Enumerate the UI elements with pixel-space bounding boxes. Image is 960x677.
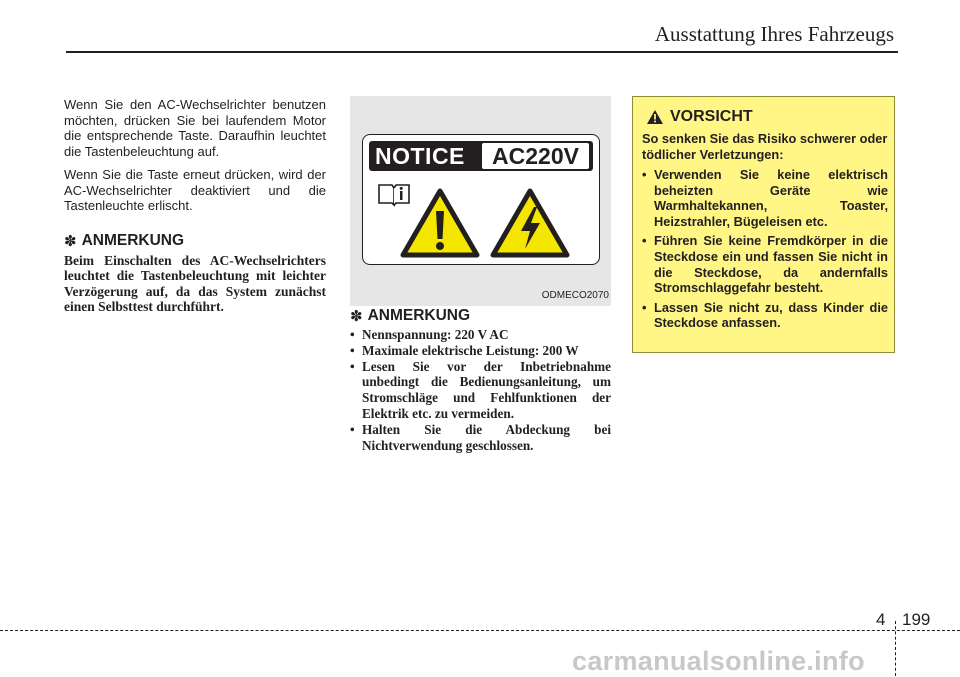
note-star-icon: ✽ — [64, 232, 77, 250]
left-column — [64, 97, 326, 315]
notice-label — [362, 134, 600, 265]
list-item: • Nennspannung: 220 V AC — [350, 327, 611, 343]
paragraph-1: Wenn Sie den AC-Wechselrichter benutzen möchten, drücken Sie bei laufendem Motor die entsprechende Taste. Daraufhin leuchtet die Tastenbeleuchtung auf. — [64, 97, 326, 159]
warning-intro: So senken Sie das Risiko schwerer oder tödlicher Verletzungen: — [642, 131, 888, 162]
header-rule — [66, 51, 898, 53]
warning-exclamation-icon — [399, 187, 481, 259]
warning-title: VORSICHT — [670, 108, 753, 125]
warning-heading — [646, 108, 753, 126]
list-item: • Verwenden Sie keine elektrisch beheizten Geräte wie Warmhaltekannen, Toaster, Heizstrahler, Bügeleisen etc. — [642, 167, 888, 229]
footer-rule — [0, 630, 960, 631]
list-item: • Führen Sie keine Fremdkörper in die Steckdose ein und fassen Sie nicht in die Steckdose, da andernfalls Stromschlaggefahr besteht. — [642, 233, 888, 295]
notice-label-figure — [350, 96, 611, 306]
warning-triangle-icon — [646, 109, 664, 125]
note-body: Beim Einschalten des AC-Wechselrichters leuchtet die Tastenbeleuchtung mit leichter Verzögerung auf, da das System zunächst einen Selbsttest durchführt. — [64, 252, 326, 314]
voltage-box — [482, 143, 589, 169]
page-header-title: Ausstattung Ihres Fahrzeugs — [654, 22, 894, 46]
label-header — [369, 141, 593, 171]
list-item: • Maximale elektrische Leistung: 200 W — [350, 343, 611, 359]
notice-text: NOTICE — [375, 143, 465, 169]
list-item: • Lesen Sie vor der Inbetriebnahme unbedingt die Bedienungsanleitung, um Stromschläge und Fehlfunktionen der Elektrik etc. zu vermeiden. — [350, 359, 611, 422]
note-heading — [64, 232, 326, 250]
note-title: ANMERKUNG — [81, 231, 185, 249]
middle-column — [350, 307, 611, 453]
warning-box — [632, 96, 895, 353]
list-item: • Halten Sie die Abdeckung bei Nichtverwendung geschlossen. — [350, 422, 611, 454]
note2-heading — [350, 307, 611, 325]
paragraph-2: Wenn Sie die Taste erneut drücken, wird der AC-Wechselrichter deaktiviert und die Tastenleuchte erlischt. — [64, 167, 326, 213]
page-number: 199 — [902, 610, 931, 629]
note2-star-icon: ✽ — [350, 308, 363, 325]
warning-list — [642, 167, 888, 335]
footer-divider — [895, 621, 896, 676]
voltage-text: AC220V — [492, 143, 579, 169]
chapter-number: 4 — [876, 610, 886, 629]
high-voltage-icon — [489, 187, 571, 259]
figure-code: ODMECO2070 — [541, 290, 609, 301]
note2-list — [350, 327, 611, 453]
list-item: • Lassen Sie nicht zu, dass Kinder die Steckdose anfassen. — [642, 300, 888, 331]
watermark: carmanualsonline.info — [572, 646, 865, 676]
note2-title: ANMERKUNG — [367, 307, 471, 324]
